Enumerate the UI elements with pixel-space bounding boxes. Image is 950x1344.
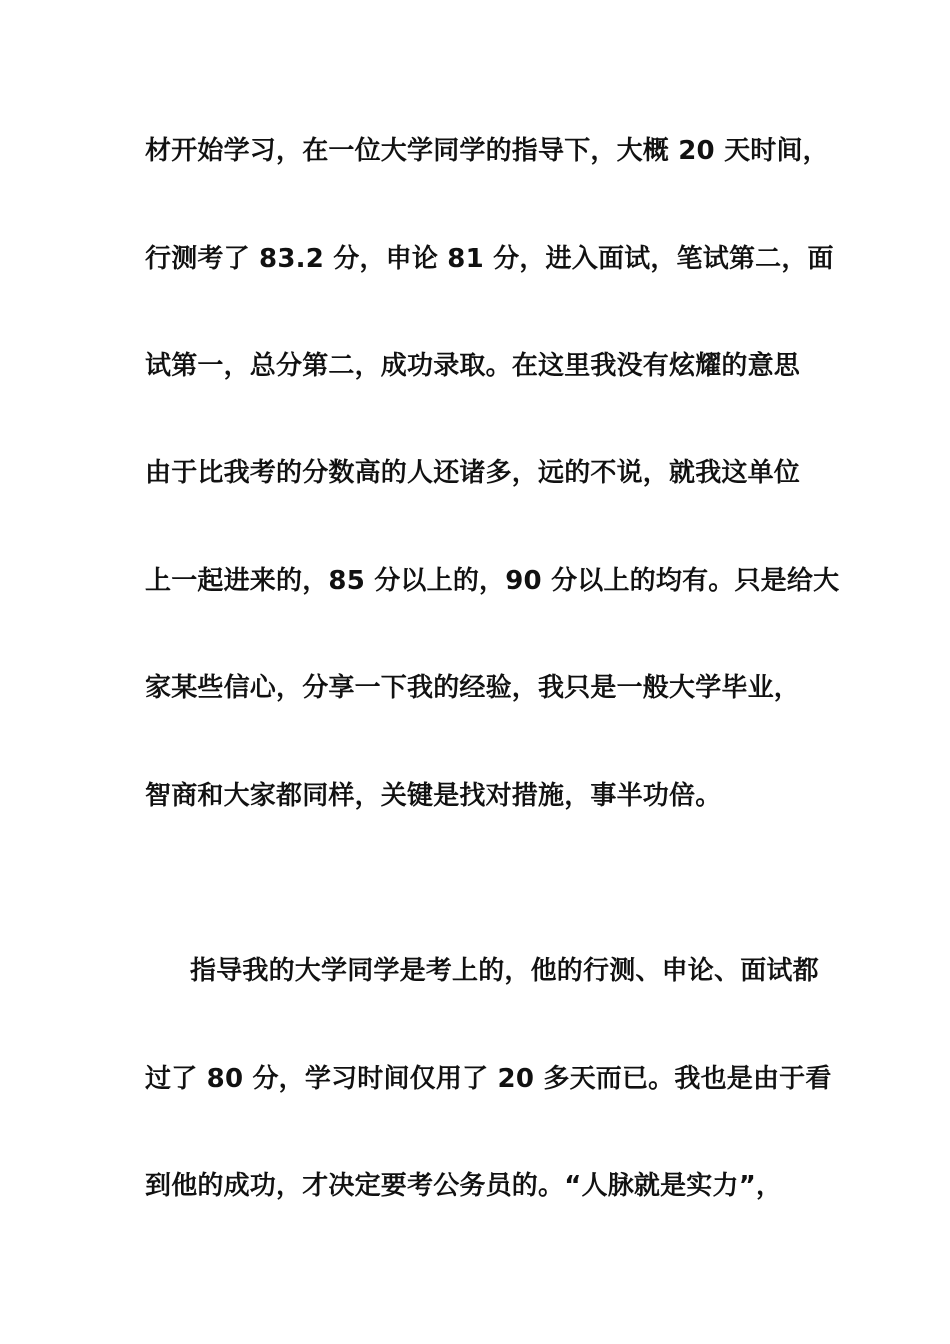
- paragraph-1-line-5: 上一起进来的，85 分以上的，90 分以上的均有。只是给大: [145, 566, 840, 596]
- paragraph-1-line-6: 家某些信心，分享一下我的经验，我只是一般大学毕业，: [145, 673, 801, 703]
- paragraph-1-line-3: 试第一，总分第二，成功录取。在这里我没有炫耀的意思: [145, 351, 801, 381]
- paragraph-1-line-7: 智商和大家都同样，关键是找对措施，事半功倍。: [145, 781, 722, 811]
- paragraph-2-line-3: 到他的成功，才决定要考公务员的。“人脉就是实力”，: [145, 1171, 783, 1201]
- paragraph-2-line-2: 过了 80 分，学习时间仅用了 20 多天而已。我也是由于看: [145, 1064, 832, 1094]
- paragraph-1-line-2: 行测考了 83.2 分，申论 81 分，进入面试，笔试第二，面: [145, 244, 834, 274]
- paragraph-1-line-4: 由于比我考的分数高的人还诸多，远的不说，就我这单位: [145, 458, 801, 488]
- paragraph-2-line-1: 指导我的大学同学是考上的，他的行测、申论、面试都: [190, 956, 819, 986]
- paragraph-1-line-1: 材开始学习，在一位大学同学的指导下，大概 20 天时间，: [145, 136, 829, 166]
